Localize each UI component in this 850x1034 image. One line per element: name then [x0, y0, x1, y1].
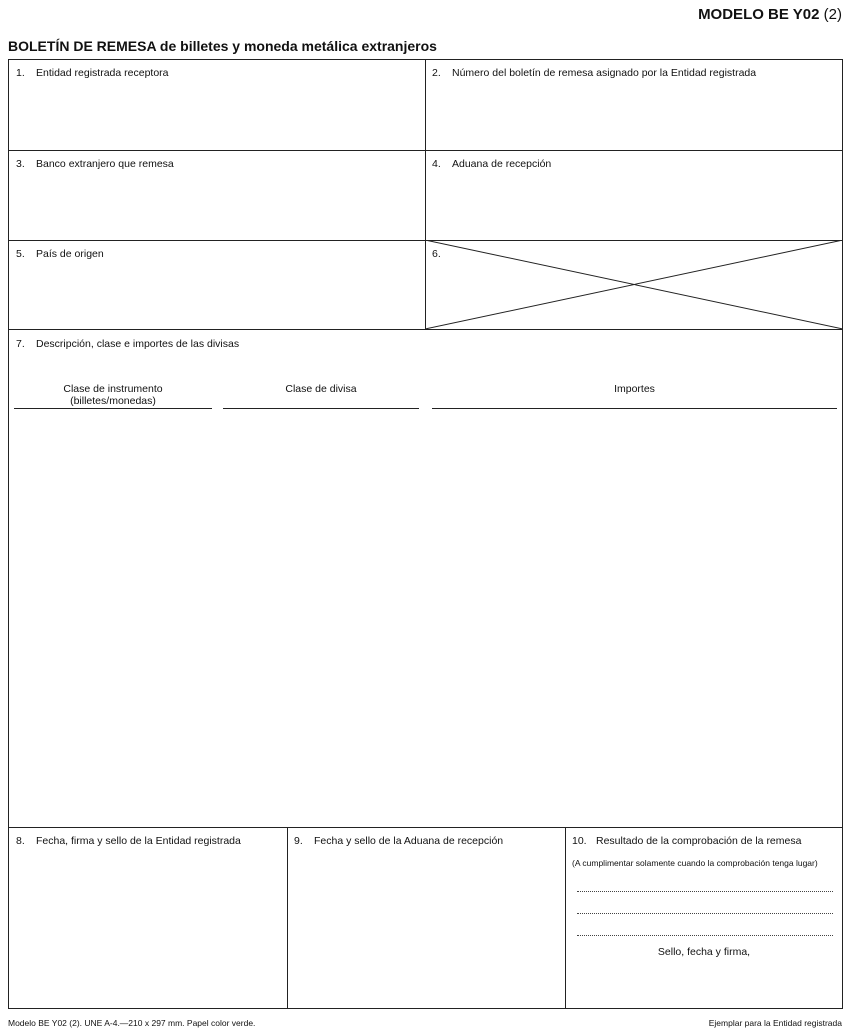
field-10-dotted-line-3 — [577, 935, 833, 936]
field-7-label — [16, 338, 239, 350]
footer-model-note: Modelo BE Y02 (2). UNE A-4.—210 x 297 mm. Papel color verde. — [8, 1018, 256, 1028]
field-8-label — [16, 835, 241, 847]
model-code-suffix: (2) — [823, 6, 842, 23]
field-10-signature-caption: Sello, fecha y firma, — [657, 946, 751, 958]
field-9-number: 9. — [294, 835, 303, 847]
column-rule-currency — [223, 408, 419, 409]
field-6-cross — [425, 240, 843, 329]
field-5-number: 5. — [16, 248, 25, 260]
field-3-label — [16, 158, 174, 170]
field-5-label — [16, 248, 104, 260]
field-10-dotted-line-1 — [577, 891, 833, 892]
field-8-text: Fecha, firma y sello de la Entidad registrada — [36, 835, 241, 847]
field-3-text: Banco extranjero que remesa — [36, 158, 174, 170]
field-2-number: 2. — [432, 67, 441, 79]
field-6-label — [432, 248, 452, 260]
form-title: BOLETÍN DE REMESA de billetes y moneda metálica extranjeros — [8, 38, 437, 54]
field-6-number: 6. — [432, 248, 441, 260]
divider-col-bottom-2 — [565, 827, 566, 1009]
field-10-number: 10. — [572, 835, 587, 847]
column-header-instrument — [14, 383, 212, 407]
column-rule-amounts — [432, 408, 837, 409]
field-4-label — [432, 158, 551, 170]
column-rule-instrument — [14, 408, 212, 409]
field-4-number: 4. — [432, 158, 441, 170]
footer-copy-note: Ejemplar para la Entidad registrada — [708, 1018, 842, 1028]
field-10-label — [572, 835, 801, 847]
field-5-text: País de origen — [36, 248, 104, 260]
column-header-instrument-line1: Clase de instrumento — [63, 383, 163, 395]
model-code — [698, 6, 842, 23]
model-code-text: MODELO BE Y02 — [698, 6, 820, 23]
field-9-text: Fecha y sello de la Aduana de recepción — [314, 835, 504, 847]
field-8-number: 8. — [16, 835, 25, 847]
field-9-label — [294, 835, 503, 847]
field-10-text: Resultado de la comprobación de la remesa — [596, 835, 802, 847]
column-header-currency — [223, 383, 419, 395]
column-header-instrument-line2: (billetes/monedas) — [70, 395, 156, 407]
field-7-number: 7. — [16, 338, 25, 350]
field-10-note: (A cumplimentar solamente cuando la comprobación tenga lugar) — [572, 858, 818, 868]
column-header-amounts-line1: Importes — [614, 383, 655, 395]
divider-row-4 — [8, 827, 843, 828]
field-1-number: 1. — [16, 67, 25, 79]
field-2-text: Número del boletín de remesa asignado por la Entidad registrada — [452, 67, 757, 79]
field-4-text: Aduana de recepción — [452, 158, 552, 170]
field-1-label — [16, 67, 169, 79]
divider-row-3 — [8, 329, 843, 330]
column-header-currency-line1: Clase de divisa — [285, 383, 357, 395]
field-3-number: 3. — [16, 158, 25, 170]
field-10-dotted-line-2 — [577, 913, 833, 914]
field-7-text: Descripción, clase e importes de las divisas — [36, 338, 240, 350]
column-header-amounts — [432, 383, 837, 395]
field-1-text: Entidad registrada receptora — [36, 67, 169, 79]
field-2-label — [432, 67, 756, 79]
divider-col-bottom-1 — [287, 827, 288, 1009]
